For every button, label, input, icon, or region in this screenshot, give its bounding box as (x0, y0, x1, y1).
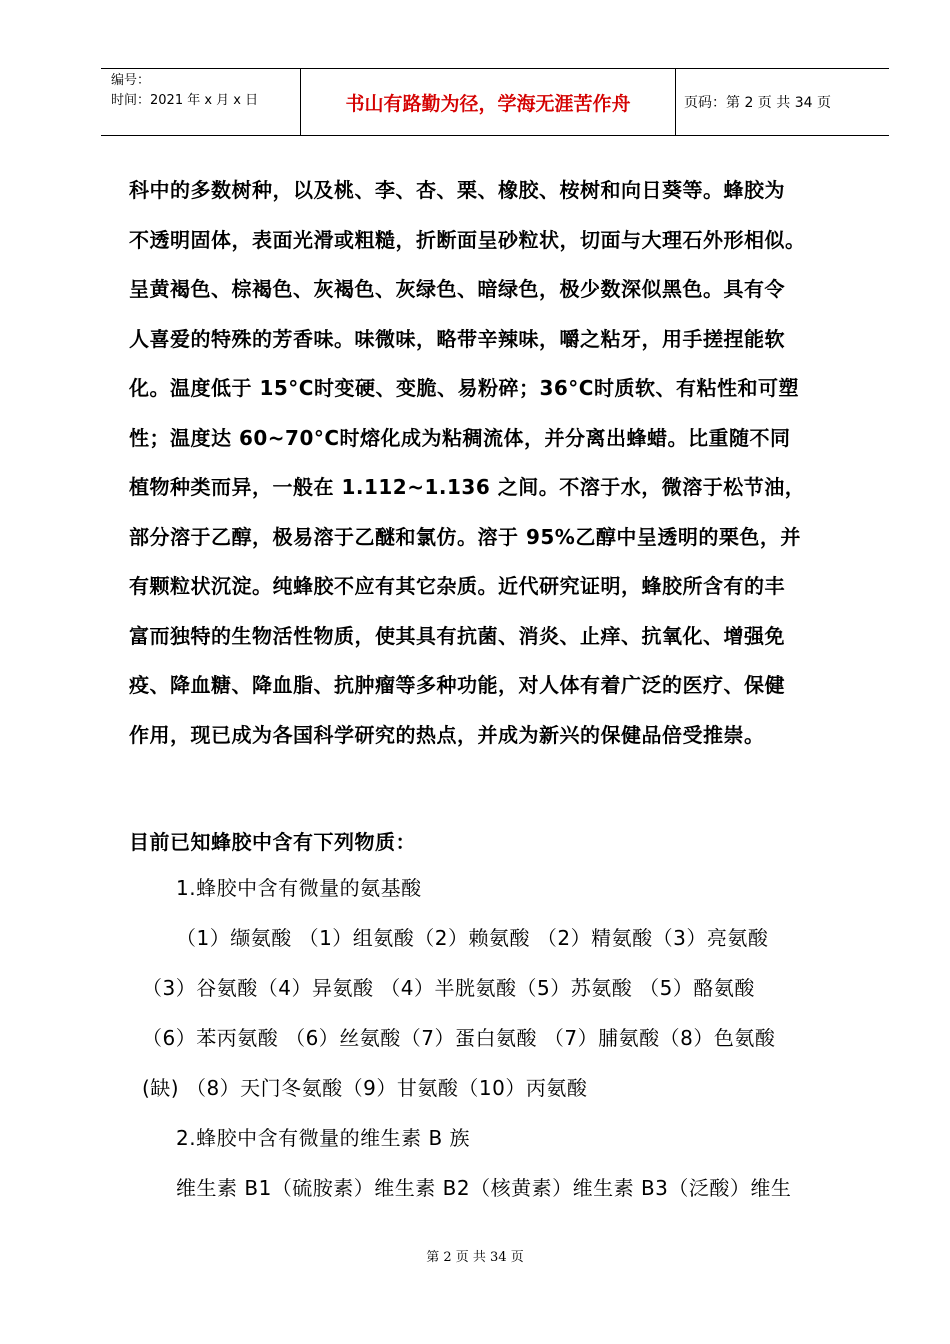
page-header (101, 68, 889, 136)
paragraph-line: 呈黄褐色、棕褐色、灰褐色、灰绿色、暗绿色，极少数深似黑色。具有令 (129, 277, 785, 301)
number-label: 编号： (111, 73, 151, 88)
section-heading: 目前已知蜂胶中含有下列物质： (129, 830, 416, 854)
paragraph-line: 部分溶于乙醇，极易溶于乙醚和氯仿。溶于 95%乙醇中呈透明的栗色，并 (129, 524, 801, 549)
header-left-cell (101, 69, 301, 135)
item2-title: 2.蜂胶中含有微量的维生素 B 族 (176, 1126, 471, 1150)
paragraph-line: 作用，现已成为各国科学研究的热点，并成为新兴的保健品倍受推崇。 (129, 722, 765, 747)
paragraph-line: 有颗粒状沉淀。纯蜂胶不应有其它杂质。近代研究证明，蜂胶所含有的丰 (129, 574, 785, 598)
paragraph-line: 科中的多数树种，以及桃、李、杏、栗、橡胶、桉树和向日葵等。蜂胶为 (129, 178, 785, 202)
paragraph-line: 人喜爱的特殊的芳香味。味微味，略带辛辣味，嚼之粘牙，用手搓捏能软 (129, 326, 785, 351)
amino-acid-line: （3）谷氨酸（4）异氨酸 （4）半胱氨酸（5）苏氨酸 （5）酪氨酸 (142, 976, 755, 1000)
paragraph-line: 化。温度低于 15°C时变硬、变脆、易粉碎；36°C时质软、有粘性和可塑 (129, 376, 799, 400)
amino-acid-line: (缺) （8）天门冬氨酸（9）甘氨酸（10）丙氨酸 (142, 1076, 588, 1100)
intro-paragraph (129, 166, 864, 760)
header-motto: 书山有路勤为径，学海无涯苦作舟 (301, 69, 676, 135)
paragraph-line: 不透明固体，表面光滑或粗糙，折断面呈砂粒状，切面与大理石外形相似。 (129, 227, 806, 252)
item1-title: 1.蜂胶中含有微量的氨基酸 (176, 876, 422, 900)
paragraph-line: 富而独特的生物活性物质，使其具有抗菌、消炎、止痒、抗氧化、增强免 (129, 623, 785, 648)
header-page-code: 页码：第 2 页 共 34 页 (684, 95, 831, 111)
page-footer: 第 2 页 共 34 页 (426, 1250, 524, 1265)
vitamin-line: 维生素 B1（硫胺素）维生素 B2（核黄素）维生素 B3（泛酸）维生 (176, 1176, 792, 1200)
amino-acid-line: （6）苯丙氨酸 （6）丝氨酸（7）蛋白氨酸 （7）脯氨酸（8）色氨酸 (142, 1026, 776, 1050)
paragraph-line: 植物种类而异，一般在 1.112~1.136 之间。不溶于水，微溶于松节油， (129, 475, 806, 499)
paragraph-line: 疫、降血糖、降血脂、抗肿瘤等多种功能，对人体有着广泛的医疗、保健 (129, 673, 785, 697)
amino-acid-line: （1）缬氨酸 （1）组氨酸（2）赖氨酸 （2）精氨酸（3）亮氨酸 (176, 926, 769, 950)
time-label: 时间：2021 年 x 月 x 日 (111, 93, 259, 108)
paragraph-line: 性；温度达 60~70°C时熔化成为粘稠流体，并分离出蜂蜡。比重随不同 (129, 425, 791, 450)
